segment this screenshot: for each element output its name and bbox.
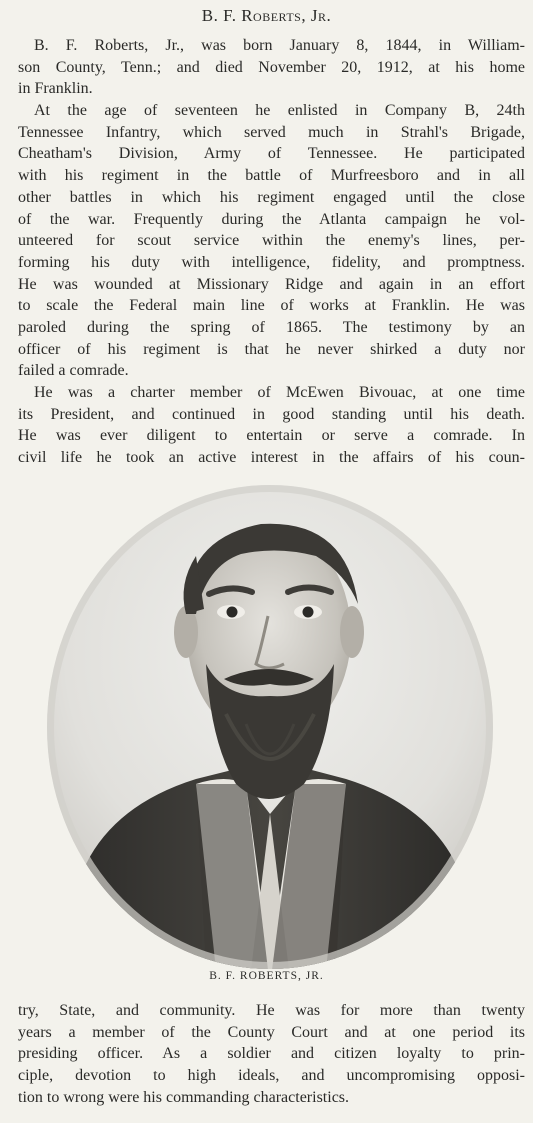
text-line: tion to wrong were his commanding characteristics. <box>18 1088 350 1106</box>
text-line: in Franklin. <box>18 80 93 98</box>
biography-text-bottom <box>18 1000 525 1108</box>
text-line: other battles in which his regiment engaged until the close <box>18 188 525 206</box>
text-line: forming his duty with intelligence, fidelity, and promptness. <box>18 253 525 271</box>
text-line: civil life he took an active interest in the affairs of his coun- <box>18 449 525 467</box>
text-line: presiding officer. As a soldier and citizen loyalty to prin- <box>18 1045 525 1063</box>
text-line: He was ever diligent to entertain or serve a comrade. In <box>18 427 525 445</box>
text-line: with his regiment in the battle of Murfreesboro and in all <box>18 167 525 185</box>
portrait-caption: B. F. ROBERTS, JR. <box>209 970 324 982</box>
text-line: son County, Tenn.; and died November 20, 1912, at his home <box>18 58 525 76</box>
text-line: of the war. Frequently during the Atlanta campaign he vol- <box>18 210 525 228</box>
text-line: B. F. Roberts, Jr., was born January 8, 1844, in William- <box>34 37 525 54</box>
text-line: Cheatham's Division, Army of Tennessee. He participated <box>18 145 525 163</box>
text-line: failed a comrade. <box>18 362 129 380</box>
text-line: paroled during the spring of 1865. The testimony by an <box>18 318 525 336</box>
portrait-photo <box>46 484 494 970</box>
page-title: B. F. Roberts, Jr. <box>201 6 332 25</box>
text-line: He was wounded at Missionary Ridge and again in an effort <box>18 275 525 293</box>
biography-text-top <box>18 35 525 469</box>
text-line: try, State, and community. He was for more than twenty <box>18 1002 525 1019</box>
text-line: unteered for scout service within the enemy's lines, per- <box>18 232 525 250</box>
text-line: years a member of the County Court and at one period its <box>18 1023 525 1041</box>
text-line: He was a charter member of McEwen Bivouac, at one time <box>34 384 525 401</box>
text-line: officer of his regiment is that he never shirked a duty nor <box>18 340 525 358</box>
text-line: its President, and continued in good standing until his death. <box>18 405 525 423</box>
text-line: ciple, devotion to high ideals, and uncompromising opposi- <box>18 1067 525 1085</box>
text-line: At the age of seventeen he enlisted in Company B, 24th <box>34 102 525 120</box>
text-line: to scale the Federal main line of works at Franklin. He was <box>18 297 525 315</box>
text-line: Tennessee Infantry, which served much in Strahl's Brigade, <box>18 123 525 141</box>
